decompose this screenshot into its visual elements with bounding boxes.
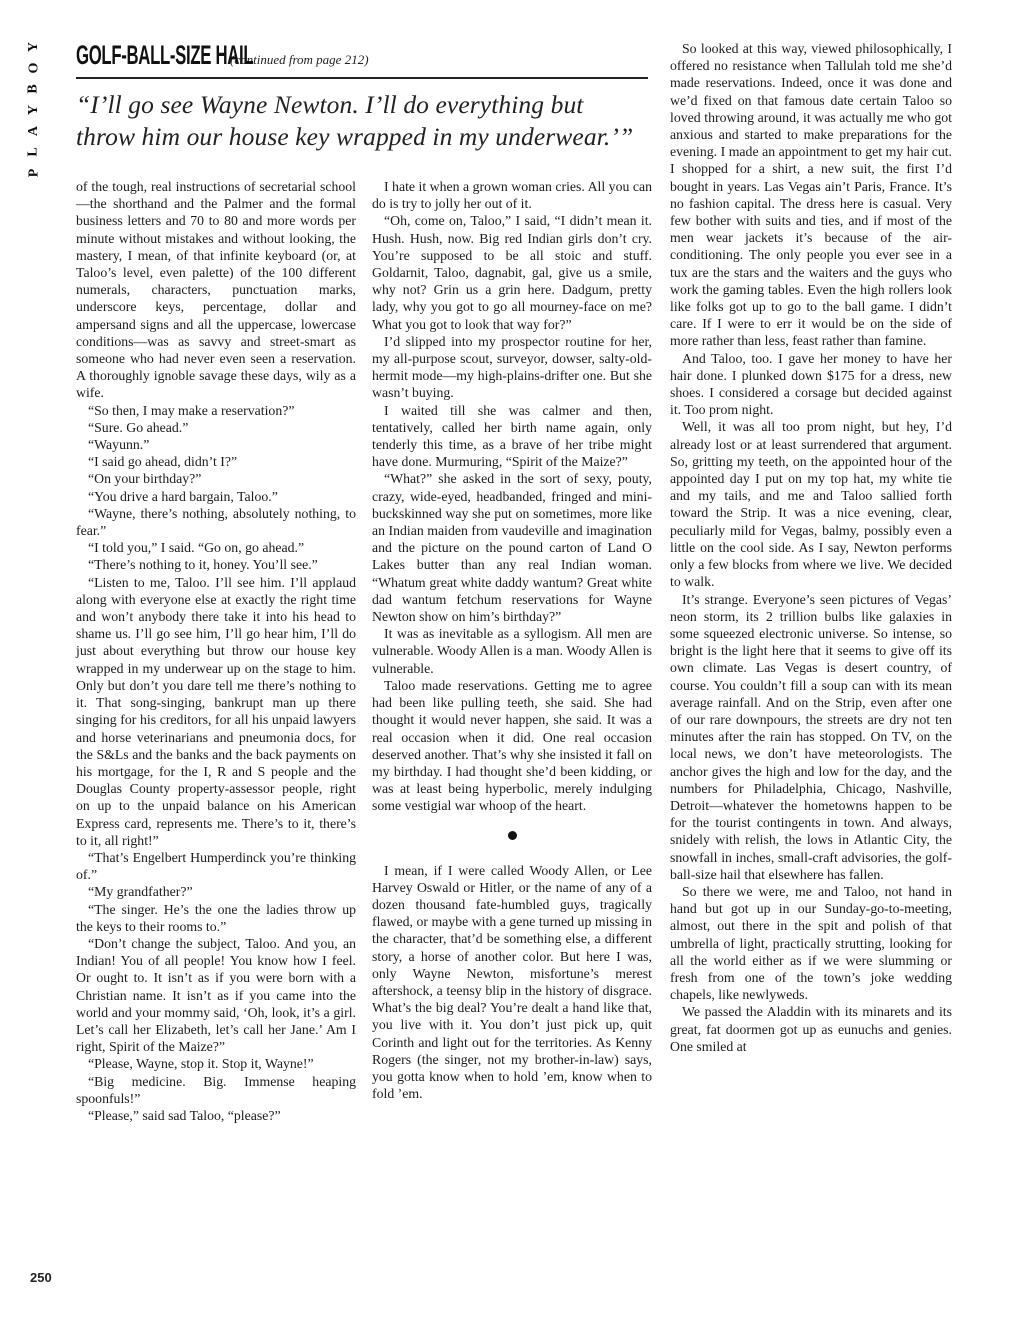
paragraph: I hate it when a grown woman cries. All you can do is try to jolly her out of it. (372, 179, 652, 212)
paragraph: “My grandfather?” (88, 884, 193, 900)
paragraph: So there we were, me and Taloo, not hand in hand but got up in our Sunday-go-to-meeting, almost, out there in the spit and polish of that umbrella of light, practically strutting, looking for all the world either as if we were slumming or fresh from one of the town’s joke wedding chapels, like newlyweds. (670, 883, 952, 1003)
paragraph: So looked at this way, viewed philosophically, I offered no resistance when Tallulah told me she’d made reservations. Indeed, once it was done and we’d fixed on that famous date certain Taloo so loved throwing around, it was actually me who got anxious and started to make preparations for the evening. I made an appointment to get my hair cut. I shopped for a shirt, a new suit, the first I’d bought in years. Las Vegas ain’t Paris, France. It’s no fashion capital. The dress here is casual. Very few bother with suits and ties, and if most of the men wear jackets it’s because of the air-conditioning. The only people you ever see in a tux are the stars and the waiters and the guys who work the gaming tables. Even the high rollers look like folks got up to go to the ball game. I didn’t care. If I were to err it would be on the side of more rather than less, feast rather than famine. (670, 41, 952, 349)
paragraph: “Listen to me, Taloo. I’ll see him. I’ll applaud along with everyone else at exactly the right time and won’t anybody there take it into his head to shame us. I’ll go see him, I’ll go hear him, I’ll do just about everything but throw our house key wrapped in my underwear up on the stage to him. Only but don’t you dare tell me there’s nothing to it. That song-singing, bankrupt man up there singing for his creditors, for all his unpaid lawyers and horse veterinarians and pneumonia docs, for the S&Ls and the banks and the back payments on his mortgage, for the I, R and S people and the Douglas County property-assessor people, right on up to the unpaid balance on his American Express card, represents me. There’s to it, there’s to it, all right!” (76, 574, 356, 848)
magazine-letter: B (26, 84, 41, 94)
paragraph: I’d slipped into my prospector routine for her, my all-purpose scout, surveyor, dowser, salty-old-hermit mode—my high-plains-drifter one. But she wasn’t buying. (372, 333, 652, 401)
text-column-3 (670, 40, 952, 1055)
paragraph: Well, it was all too prom night, but hey, I’d already lost or at least surrendered that argument. So, gritting my teeth, on the appointed hour of the appointed day I put on my top hat, my white tie and my tails, and me and Taloo sallied forth toward the Strip. It was a nice evening, clear, peculiarly mild for Vegas, balmy, possibly even a little on the cool side. As I say, Newton performs only a few blocks from where we live. We decided to walk. (670, 419, 952, 590)
paragraph: of the tough, real instructions of secretarial school—the shorthand and the Palmer and the formal business letters and 70 to 80 and more words per minute without mistakes and without looking, the mastery, I mean, of that infinite keyboard (or, at Taloo’s level, even palette) of the 100 different numerals, characters, punctuation marks, underscore keys, percentage, dollar and ampersand signs and all the uppercase, lowercase conditions—was as savvy and street-smart as someone who had never even seen a reservation. A thoroughly ignoble savage these days, wily as a wife. (76, 179, 356, 401)
paragraph: It was as inevitable as a syllogism. All men are vulnerable. Woody Allen is a man. Woody Allen is vulnerable. (372, 626, 652, 676)
magazine-letter: P (26, 168, 41, 178)
magazine-letter: L (26, 147, 41, 157)
continued-note: (continued from page 212) (230, 52, 369, 67)
paragraph: And Taloo, too. I gave her money to have her hair done. I plunked down $175 for a dress, new shoes. I considered a corsage but decided against it. Too prom night. (670, 350, 952, 418)
paragraph: “Oh, come on, Taloo,” I said, “I didn’t mean it. Hush. Hush, now. Big red Indian girls don’t cry. You’re supposed to be all stoic and stuff. Goldarnit, Taloo, dagnabit, gal, give us a smile, why not? Grin us a grin here. Dadgum, pretty lady, why you got to go all mourney-face on me? What you got to look that way for?” (372, 213, 652, 332)
magazine-letter: A (26, 125, 41, 137)
paragraph: “Please, Wayne, stop it. Stop it, Wayne!” (88, 1056, 314, 1072)
text-column-1 (76, 178, 356, 1124)
paragraph: “I said go ahead, didn’t I?” (88, 454, 238, 470)
text-column-2 (372, 178, 652, 1102)
paragraph: We passed the Aladdin with its minarets and its great, fat doormen got up as eunuchs and genies. One smiled at (670, 1004, 952, 1054)
page-number: 250 (30, 1270, 52, 1285)
paragraph: “What?” she asked in the sort of sexy, pouty, crazy, wide-eyed, headbanded, fringed and mini-buckskinned way she put on sometimes, more like an Indian maiden from vaudeville and imagination and the picture on the pound carton of Land O Lakes butter than any real Indian woman. “Whatum great white daddy wantum? Great white dad wantum fetchum reservations for Wayne Newton show on him’s birthday?” (372, 471, 652, 625)
paragraph: “Wayunn.” (88, 437, 150, 453)
magazine-letter: Y (26, 104, 41, 116)
paragraph: “Wayne, there’s nothing, absolutely nothing, to fear.” (76, 505, 356, 539)
paragraph: “So then, I may make a reservation?” (88, 402, 295, 418)
paragraph: I waited till she was calmer and then, tentatively, called her birth name again, only tenderly this time, as a brave of her tribe might have done. Murmuring, “Spirit of the Maize?” (372, 402, 652, 470)
paragraph: “Please,” said sad Taloo, “please?” (88, 1107, 281, 1123)
pull-quote: “I’ll go see Wayne Newton. I’ll do everything but throw him our house key wrapped in my underwear.’” (76, 90, 634, 151)
magazine-letter: Y (26, 41, 41, 53)
paragraph: “Sure. Go ahead.” (88, 419, 189, 435)
paragraph: “That’s Engelbert Humperdinck you’re thinking of.” (76, 849, 356, 883)
paragraph: “The singer. He’s the one the ladies throw up the keys to their rooms to.” (76, 901, 356, 934)
article-kicker: GOLF-BALL-SIZE HAIL (76, 40, 254, 70)
paragraph: I mean, if I were called Woody Allen, or Lee Harvey Oswald or Hitler, or the name of any of a dozen thousand fate-humbled guys, tragically flawed, or maybe with a gene turned up missing in the character, that’d be something else, a different story, a horse of another color. But here I was, only Wayne Newton, misfortune’s merest aftershock, a teensy blip in the history of disgrace. What’s the big deal? You’re dealt a hand like that, you live with it. You don’t just pick up, quit Corinth and light out for the territories. As Kenny Rogers (the singer, not my brother-in-law) says, you gotta know when to hold ’em, know when to fold ’em. (372, 862, 652, 1102)
article-header (76, 40, 648, 153)
paragraph: “You drive a hard bargain, Taloo.” (88, 488, 278, 504)
title-row (76, 40, 648, 79)
paragraph: “Don’t change the subject, Taloo. And you, an Indian! You of all people! You know how I feel. Or ought to. It isn’t as if you were born with a Christian name. It isn’t as if you came into the world and your mommy said, ‘Oh, look, it’s a girl. Let’s call her Elizabeth, let’s call her Jane.’ Am I right, Spirit of the Maize?” (76, 935, 356, 1055)
magazine-letter: O (25, 62, 41, 74)
paragraph: It’s strange. Everyone’s seen pictures of Vegas’ neon storm, its 2 trillion bulbs like galaxies in some squeezed electronic universe. So intense, so bright is the light here that it seems to give off its own climate. Las Vegas is desert country, of course. You couldn’t fill a soup can with its mean average rainfall. And on the Strip, even after one of our rare downpours, the streets are dry not ten minutes after the rain has stopped. On TV, on the local news, we don’t have meteorologists. The anchor gives the high and low for the day, and the numbers for Philadelphia, Chicago, Nashville, Detroit—whatever the hometowns happen to be for the tourist contingents in town. And always, snidely with relish, the lows in Atlantic City, the snowfall in inches, small-craft advisories, the golf-ball-size hail that elsewhere has fallen. (670, 591, 952, 882)
magazine-name-vertical (22, 40, 46, 180)
paragraph: “On your birthday?” (88, 471, 202, 487)
paragraph: “I told you,” I said. “Go on, go ahead.” (88, 540, 305, 556)
section-break-bullet (508, 831, 517, 840)
paragraph: “There’s nothing to it, honey. You’ll see.” (88, 557, 318, 573)
paragraph: “Big medicine. Big. Immense heaping spoonfuls!” (76, 1073, 356, 1106)
paragraph: Taloo made reservations. Getting me to agree had been like pulling teeth, she said. She had thought it would never happen, she said. It was a real occasion when it did. One real occasion deserved another. That’s why she insisted it fall on my birthday. I had thought she’d been kidding, or was at least being hyperbolic, merely indulging some vestigial war whoop of the heart. (372, 677, 652, 814)
